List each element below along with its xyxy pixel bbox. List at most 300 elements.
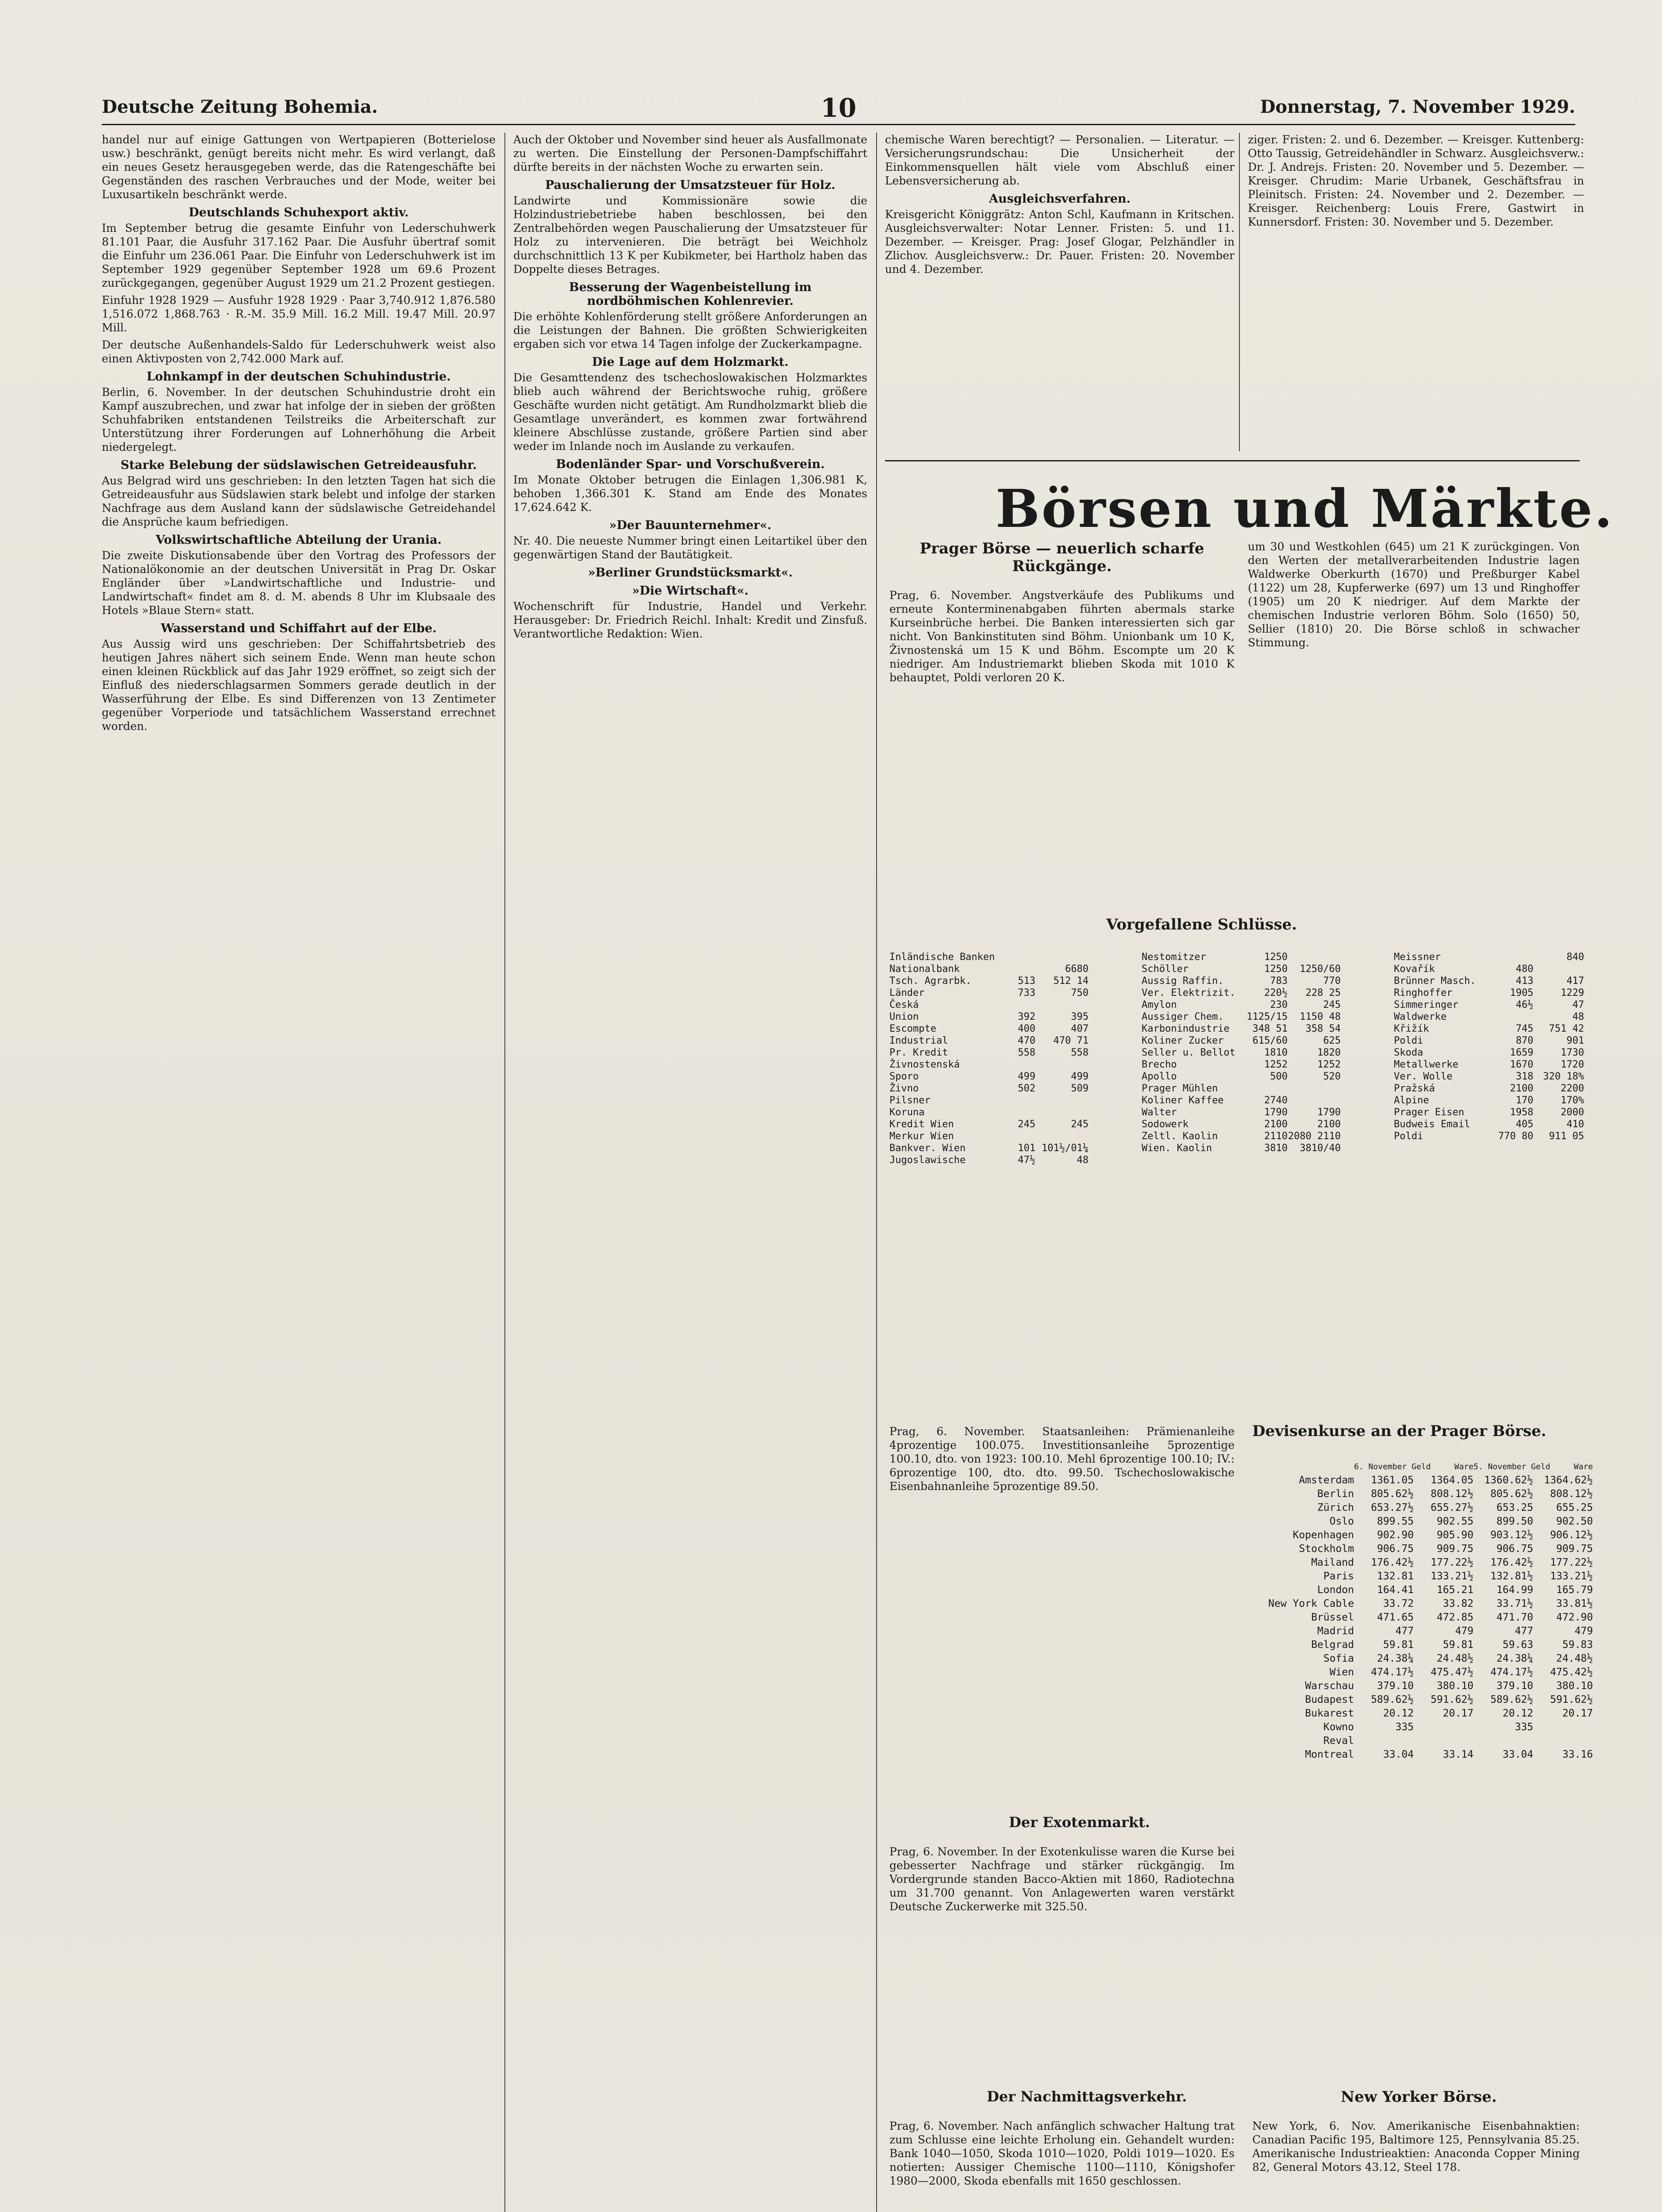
security-name: Koruna	[889, 1107, 925, 1118]
price-cell	[982, 1130, 1035, 1142]
security-name: Pražská	[1394, 1083, 1435, 1094]
trade-row	[1142, 1047, 1389, 1059]
trade-row	[1142, 1094, 1389, 1106]
security-name: Metallwerke	[1394, 1059, 1458, 1070]
article-heading: Besserung der Wagenbeistellung im nordböhmischen Kohlenrevier.	[569, 280, 812, 308]
article-paragraph: Wochenschrift für Industrie, Handel und Verkehr. Herausgeber: Dr. Friedrich Reichl. Inhalt: Kredit und Zinsfuß. Verantwortliche Redaktion: Wien.	[513, 600, 867, 640]
rate-cell	[1533, 1734, 1593, 1748]
rate-cell: 59.63	[1502, 1639, 1533, 1651]
rate-cell: 33.72	[1383, 1598, 1414, 1609]
article-paragraph: Nr. 40. Die neueste Nummer bringt einen Leitartikel über den gegenwärtigen Stand der Bautätigkeit.	[513, 534, 867, 561]
trade-row	[889, 1130, 1137, 1142]
rate-cell: 132.81½	[1490, 1571, 1533, 1582]
article-paragraph: chemische Waren berechtigt? — Personalien. — Literatur. — Versicherungsrundschau: Die Unsicherheit der Einkommensquellen hält viele vom Abschluß einer Lebensversicherung ab.	[885, 133, 1235, 187]
price-cell: 509	[1071, 1083, 1089, 1094]
price-cell: 500	[1270, 1071, 1288, 1082]
rate-cell: 1361.05	[1371, 1475, 1414, 1486]
price-cell: 1659	[1510, 1047, 1534, 1058]
price-cell: 405	[1516, 1119, 1534, 1130]
rate-cell: 133.21½	[1431, 1571, 1473, 1582]
trade-row	[889, 1047, 1137, 1059]
security-name: Ringhoffer	[1394, 987, 1453, 998]
security-name: Koliner Zucker	[1142, 1035, 1224, 1046]
rate-cell: 380.10	[1436, 1680, 1473, 1692]
trade-row	[889, 1094, 1137, 1106]
rate-cell: 902.90	[1377, 1529, 1414, 1541]
price-cell: 170%	[1561, 1095, 1585, 1106]
state-bonds-text: Prag, 6. November. Staatsanleihen: Prämienanleihe 4prozentige 100.075. Investitionsanleihe 5prozentige 100.10, dto. von 1923: 100.10. Mehl 6prozentige 100.10; IV.: 6prozentige 100, dto. dto. 99.50. Tschechoslowakische Eisenbahnanleihe 5prozentige 89.50.	[889, 1425, 1235, 1493]
article-paragraph: Im September betrug die gesamte Einfuhr von Lederschuhwerk 81.101 Paar, die Ausfuhr 317.162 Paar. Die Ausfuhr übertraf somit die Einfuhr um 236.061 Paar. Die Einfuhr von Lederschuhwerk ist im September 1929 gegenüber September 1928 um 69.6 Prozent zurückgegangen, gegenüber August 1929 um 21.2 Prozent gestiegen.	[102, 222, 496, 289]
security-name: Budweis Email	[1394, 1119, 1470, 1130]
price-cell: 417	[1566, 975, 1585, 987]
price-cell: 1252	[1264, 1059, 1288, 1070]
price-cell: 407	[1071, 1023, 1089, 1034]
column-divider	[876, 133, 877, 2212]
article-paragraph: Aus Belgrad wird uns geschrieben: In den letzten Tagen hat sich die Getreideausfuhr aus Südslawien stark belebt und infolge der starken Nachfrage aus dem Ausland kann der südslawische Getreidehandel die Ansprüche kaum befriedigen.	[102, 474, 496, 528]
rate-cell: 33.71½	[1496, 1598, 1533, 1609]
currency-name: Reval	[1323, 1735, 1354, 1747]
price-cell: 220½	[1264, 987, 1288, 998]
exoten-heading: Der Exotenmarkt.	[1009, 1814, 1150, 1831]
rate-cell	[1354, 1734, 1414, 1748]
price-cell	[1035, 1059, 1089, 1071]
rate-cell: 906.12½	[1550, 1529, 1593, 1541]
article-paragraph: handel nur auf einige Gattungen von Wertpapieren (Botterielose usw.) beschränkt, genügt bereits nicht mehr. Es wird verlangt, daß ein neues Gesetz herausgegeben werde, das die Ratengeschäfte bei Gegenständen des raschen Verbrauches und der Mode, weiter bei Luxusartikeln beschränkt werde.	[102, 133, 496, 201]
rate-cell: 477	[1395, 1625, 1414, 1637]
price-cell: 101	[1018, 1143, 1035, 1154]
trade-row	[889, 1106, 1137, 1118]
rate-cell: 177.22½	[1550, 1557, 1593, 1568]
currency-row	[1252, 1734, 1593, 1748]
currency-row	[1252, 1707, 1593, 1720]
price-cell: 770 80	[1498, 1131, 1534, 1142]
trade-row	[1142, 1130, 1389, 1142]
currency-name: Madrid	[1317, 1625, 1354, 1637]
trades-table-3	[1394, 951, 1584, 1349]
rate-cell: 164.99	[1496, 1584, 1533, 1596]
rate-cell: 24.38¼	[1377, 1653, 1414, 1664]
rate-cell: 164.41	[1377, 1584, 1414, 1596]
rate-cell: 902.50	[1556, 1516, 1593, 1527]
price-cell: 745	[1516, 1023, 1534, 1034]
prague-exchange-heading: Prager Börse — neuerlich scharfe Rückgänge.	[919, 540, 1204, 575]
trade-row	[889, 1011, 1137, 1023]
rate-cell: 33.14	[1443, 1749, 1473, 1760]
trade-row	[1394, 963, 1584, 975]
issue-date: Donnerstag, 7. November 1929.	[1260, 96, 1575, 117]
trade-row	[1142, 1106, 1389, 1118]
rate-cell: 808.12½	[1550, 1488, 1593, 1500]
article-heading: »Der Bauunternehmer«.	[609, 518, 772, 532]
rate-cell: 59.81	[1443, 1639, 1473, 1651]
newyork-heading: New Yorker Börse.	[1341, 2088, 1497, 2106]
page-header	[102, 93, 1575, 125]
rate-cell: 589.62½	[1371, 1694, 1414, 1705]
price-cell: 499	[1018, 1071, 1035, 1082]
trade-row	[1142, 999, 1389, 1011]
price-cell: 625	[1323, 1035, 1341, 1046]
rate-cell: 20.17	[1562, 1708, 1593, 1719]
article-paragraph: Kreisgericht Königgrätz: Anton Schl, Kaufmann in Kritschen. Ausgleichsverwalter: Notar Lenner. Fristen: 5. und 11. Dezember. — Kreisger. Prag: Josef Glogar, Pelzhändler in Zlichov. Ausgleichsverw.: Dr. Pauer. Fristen: 20. November und 4. Dezember.	[885, 208, 1235, 276]
rate-cell: 909.75	[1556, 1543, 1593, 1555]
security-name: Skoda	[1394, 1047, 1423, 1058]
security-name: Aussig Raffin.	[1142, 975, 1224, 987]
price-cell: 3810/40	[1300, 1143, 1341, 1154]
currency-name: Sofia	[1323, 1653, 1354, 1664]
afternoon-text: Prag, 6. November. Nach anfänglich schwacher Haltung trat zum Schlusse eine leichte Erholung ein. Gehandelt wurden: Bank 1040—1050, Skoda 1010—1020, Poldi 1019—1020. Es notierten: Aussiger Chemische 1100—1110, Königshofer 1980—2000, Skoda ebenfalls mit 1650 geschlossen.	[889, 2120, 1235, 2187]
price-cell: 228 25	[1305, 987, 1341, 998]
security-name: Escompte	[889, 1023, 936, 1034]
trade-row	[889, 963, 1137, 975]
rate-cell: 24.38¼	[1496, 1653, 1533, 1664]
rate-cell: 177.22½	[1431, 1557, 1473, 1568]
rate-cell: 475.42½	[1550, 1667, 1593, 1678]
price-cell	[1035, 1094, 1089, 1106]
security-name: Seller u. Bellot	[1142, 1047, 1235, 1058]
price-cell: 2100	[1264, 1119, 1288, 1130]
article-heading: »Berliner Grundstücksmarkt«.	[588, 566, 793, 580]
trade-row	[1394, 1047, 1584, 1059]
currency-name: Brüssel	[1311, 1612, 1354, 1623]
security-name: Česká	[889, 999, 919, 1010]
article-paragraph: Berlin, 6. November. In der deutschen Schuhindustrie droht ein Kampf auszubrechen, und zwar hat infolge der in sieben der größten Schuhfabriken entstandenen Teilstreiks die Arbeiterschaft zur Unterstützung ihrer Forderungen auf Lohnerhöhung die Arbeit niedergelegt.	[102, 386, 496, 453]
trade-row	[1142, 1118, 1389, 1130]
column-header	[1252, 1460, 1354, 1474]
trade-row	[1394, 1035, 1584, 1047]
column-header: 6. November Geld	[1354, 1462, 1431, 1471]
price-cell: 2110	[1264, 1131, 1288, 1142]
price-cell: 230	[1270, 999, 1288, 1010]
newspaper-name: Deutsche Zeitung Bohemia.	[102, 96, 378, 117]
trade-row	[1142, 963, 1389, 975]
trade-row	[889, 975, 1137, 987]
rate-cell: 335	[1515, 1721, 1533, 1733]
currency-name: Budapest	[1305, 1694, 1354, 1705]
security-name: Živnostenská	[889, 1059, 960, 1070]
price-cell: 47½	[1018, 1155, 1035, 1166]
currency-name: Stockholm	[1299, 1543, 1354, 1555]
security-name: Jugoslawische	[889, 1155, 966, 1166]
trade-row	[889, 999, 1137, 1011]
price-cell: 2200	[1561, 1083, 1585, 1094]
currency-name: Kopenhagen	[1293, 1529, 1354, 1541]
security-name: Merkur Wien	[889, 1131, 954, 1142]
currency-rates-table	[1252, 1460, 1593, 1762]
price-cell: 2100	[1317, 1119, 1341, 1130]
price-cell: 1810	[1264, 1047, 1288, 1058]
currency-row	[1252, 1542, 1593, 1556]
trade-row	[1394, 1023, 1584, 1035]
trade-row	[1142, 1059, 1389, 1071]
security-name: Nestomitzer	[1142, 952, 1206, 963]
trade-row	[889, 1142, 1137, 1154]
security-name: Waldwerke	[1394, 1011, 1447, 1022]
rate-cell: 471.65	[1377, 1612, 1414, 1623]
security-name: Prager Eisen	[1394, 1107, 1464, 1118]
currency-name: Belgrad	[1311, 1639, 1354, 1651]
rate-cell: 474.17½	[1371, 1667, 1414, 1678]
currency-name: Zürich	[1317, 1502, 1354, 1513]
article-paragraph: Der deutsche Außenhandels-Saldo für Lederschuhwerk weist also einen Aktivposten von 2,742.000 Mark auf.	[102, 338, 496, 365]
rate-cell: 591.62½	[1431, 1694, 1473, 1705]
price-cell	[1035, 951, 1089, 963]
price-cell: 733	[1018, 987, 1035, 998]
currency-row	[1252, 1666, 1593, 1679]
column-header: Ware	[1574, 1462, 1593, 1471]
currency-name: Warschau	[1305, 1680, 1354, 1692]
currency-row	[1252, 1652, 1593, 1666]
price-cell	[1235, 1083, 1288, 1094]
currency-name: Mailand	[1311, 1557, 1354, 1568]
rate-cell: 1364.05	[1431, 1475, 1473, 1486]
article-paragraph: Auch der Oktober und November sind heuer als Ausfallmonate zu werten. Die Einstellung der Personen-Dampfschiffahrt dürfte bereits in der nächsten Woche zu erwarten sein.	[513, 133, 867, 173]
price-cell	[1288, 951, 1341, 963]
price-cell: 512 14	[1053, 975, 1089, 987]
price-cell: 410	[1566, 1119, 1585, 1130]
rate-cell: 133.21½	[1550, 1571, 1593, 1582]
market-continuation-text: um 30 und Westkohlen (645) um 21 K zurückgingen. Von den Werten der metallverarbeitenden Industrie lagen Waldwerke Oberkurth (1670) und Preßburger Kabel (1122) um 28, Kupferwerke (697) um 13 und Ringhoffer (1905) um 20 K niedriger. Auf dem Markte der chemischen Industrie verloren Böhm. Solo (1650) 50, Sellier (1810) 20. Die Börse schloß in schwacher Stimmung.	[1248, 540, 1580, 649]
security-name: Sporo	[889, 1071, 919, 1082]
currency-row	[1252, 1748, 1593, 1762]
security-name: Pilsner	[889, 1095, 931, 1106]
security-name: Meissner	[1394, 952, 1441, 963]
price-cell: 2100	[1510, 1083, 1534, 1094]
rate-cell: 33.82	[1443, 1598, 1473, 1609]
column-header: 5. November Geld	[1473, 1462, 1550, 1471]
price-cell	[1035, 1130, 1089, 1142]
rate-cell: 899.55	[1377, 1516, 1414, 1527]
rate-cell	[1473, 1734, 1533, 1748]
price-cell: 513	[1018, 975, 1035, 987]
security-name: Tsch. Agrarbk.	[889, 975, 972, 987]
currency-row	[1252, 1720, 1593, 1734]
security-name: Kredit Wien	[889, 1119, 954, 1130]
section-divider	[885, 460, 1580, 461]
trade-row	[889, 951, 1137, 963]
rate-cell: 655.27½	[1431, 1502, 1473, 1513]
price-cell: 1820	[1317, 1047, 1341, 1058]
currency-name: London	[1317, 1584, 1354, 1596]
security-name: Pr. Kredit	[889, 1047, 948, 1058]
article-paragraph: Die erhöhte Kohlenförderung stellt größere Anforderungen an die Leistungen der Bahnen. Die größten Schwierigkeiten ergaben sich vor etwa 14 Tagen infolge der Zuckerkampagne.	[513, 310, 867, 350]
rate-cell: 165.79	[1556, 1584, 1593, 1596]
security-name: Poldi	[1394, 1035, 1423, 1046]
price-cell: 520	[1323, 1071, 1341, 1082]
price-cell: 911 05	[1549, 1131, 1585, 1142]
article-paragraph: Landwirte und Kommissionäre sowie die Holzindustriebetriebe haben beschlossen, bei den Zentralbehörden wegen Pauschalierung der Umsatzsteuer für Holz zu intervenieren. Die beträgt bei Weichholz durchschnittlich 13 K per Kubikmeter, bei Hartholz haben das Doppelte dieses Betrages.	[513, 194, 867, 276]
currency-name: Bukarest	[1305, 1708, 1354, 1719]
price-cell: 318	[1516, 1071, 1534, 1082]
rate-cell: 474.17½	[1490, 1667, 1533, 1678]
currency-header-row	[1252, 1460, 1593, 1474]
rate-cell: 33.04	[1383, 1749, 1414, 1760]
rate-cell: 176.42½	[1490, 1557, 1533, 1568]
security-name: Schöller	[1142, 964, 1189, 975]
price-cell: 1252	[1317, 1059, 1341, 1070]
article-heading: »Die Wirtschaft«.	[632, 584, 749, 598]
rate-cell: 903.12½	[1490, 1529, 1533, 1541]
article-column-4	[1248, 133, 1584, 451]
price-cell: 320 18%	[1543, 1071, 1585, 1082]
exoten-text: Prag, 6. November. In der Exotenkulisse waren die Kurse bei gebesserter Nachfrage und stärker rückgängig. Im Vordergrunde standen Bacco-Aktien mit 1860, Radiotechna um 31.700 genannt. Von Anlagewerten waren verstärkt Deutsche Zuckerwerke mit 325.50.	[889, 1845, 1235, 1913]
rate-cell: 477	[1515, 1625, 1533, 1637]
article-heading: Volkswirtschaftliche Abteilung der Urania.	[155, 533, 442, 547]
security-name: Brünner Masch.	[1394, 975, 1476, 987]
security-name: Amylon	[1142, 999, 1177, 1010]
rate-cell: 805.62½	[1371, 1488, 1414, 1500]
price-cell	[982, 1094, 1035, 1106]
currency-name: Berlin	[1317, 1488, 1354, 1500]
article-heading: Pauschalierung der Umsatzsteuer für Holz.	[545, 178, 835, 192]
security-name: Aussiger Chem.	[1142, 1011, 1224, 1022]
trade-row	[1394, 1011, 1584, 1023]
security-name: Brecho	[1142, 1059, 1177, 1070]
currency-row	[1252, 1556, 1593, 1570]
price-cell: 1958	[1510, 1107, 1534, 1118]
trade-row	[889, 1035, 1137, 1047]
article-paragraph: Die zweite Diskutionsabende über den Vortrag des Professors der Nationalökonomie an der deutschen Universität in Prag Dr. Oskar Engländer über »Landwirtschaftliche und Industrie- und Landwirtschaft« findet am 8. d. M. abends 8 Uhr im Klubsaale des Hotels »Blaue Stern« statt.	[102, 549, 496, 617]
rate-cell: 653.27½	[1371, 1502, 1414, 1513]
price-cell: 46½	[1516, 999, 1534, 1010]
price-cell: 2080 2110	[1288, 1131, 1341, 1142]
price-cell: 3810	[1264, 1143, 1288, 1154]
price-cell: 1790	[1317, 1107, 1341, 1118]
rate-cell: 472.90	[1556, 1612, 1593, 1623]
price-cell: 395	[1071, 1011, 1089, 1022]
trade-row	[889, 1083, 1137, 1094]
article-heading: Deutschlands Schuhexport aktiv.	[189, 206, 409, 219]
price-cell: 2000	[1561, 1107, 1585, 1118]
trade-row	[1142, 1023, 1389, 1035]
rate-cell: 472.85	[1436, 1612, 1473, 1623]
rate-cell: 59.81	[1383, 1639, 1414, 1651]
price-cell: 48	[1077, 1155, 1089, 1166]
price-cell: 101½/01¼	[1042, 1143, 1089, 1154]
security-name: Nationalbank	[889, 964, 960, 975]
rate-cell: 479	[1574, 1625, 1593, 1637]
price-cell: 1670	[1510, 1059, 1534, 1070]
rate-cell: 808.12½	[1431, 1488, 1473, 1500]
security-name: Wien. Kaolin	[1142, 1143, 1212, 1154]
rate-cell: 479	[1455, 1625, 1473, 1637]
rate-cell: 335	[1395, 1721, 1414, 1733]
trade-row	[1142, 1142, 1389, 1154]
rate-cell: 24.48½	[1436, 1653, 1473, 1664]
trade-row	[889, 1071, 1137, 1083]
security-name: Koliner Kaffee	[1142, 1095, 1224, 1106]
price-cell: 348 51	[1252, 1023, 1288, 1034]
rate-cell: 1360.62½	[1484, 1475, 1533, 1486]
price-cell: 1905	[1510, 987, 1534, 998]
column-divider	[504, 133, 505, 2212]
price-cell: 48	[1572, 1011, 1585, 1022]
price-cell: 480	[1516, 964, 1534, 975]
trade-row	[1394, 1130, 1584, 1142]
price-cell: 1229	[1561, 987, 1585, 998]
price-cell: 1250	[1264, 964, 1288, 975]
price-cell: 245	[1323, 999, 1341, 1010]
trade-row	[1142, 1035, 1389, 1047]
column-header: Ware	[1454, 1462, 1473, 1471]
article-heading: Wasserstand und Schiffahrt auf der Elbe.	[161, 622, 437, 635]
currency-row	[1252, 1597, 1593, 1611]
price-cell	[1483, 951, 1534, 963]
trade-row	[1394, 975, 1584, 987]
price-cell	[982, 951, 1035, 963]
currency-name: Wien	[1329, 1667, 1354, 1678]
trade-row	[1394, 1071, 1584, 1083]
trades-table-1	[889, 951, 1137, 1349]
currency-name: Montreal	[1305, 1749, 1354, 1760]
currency-row	[1252, 1515, 1593, 1528]
rate-cell: 905.90	[1436, 1529, 1473, 1541]
price-cell: 840	[1566, 952, 1585, 963]
price-cell: 470	[1018, 1035, 1035, 1046]
security-name: Zeltl. Kaolin	[1142, 1131, 1218, 1142]
currency-name: New York Cable	[1268, 1598, 1354, 1609]
rate-cell: 591.62½	[1550, 1694, 1593, 1705]
rate-cell: 653.25	[1496, 1502, 1533, 1513]
trade-row	[1394, 1059, 1584, 1071]
article-paragraph: Einfuhr 1928 1929 — Ausfuhr 1928 1929 · Paar 3,740.912 1,876.580 1,516.072 1,868.763 · R.-M. 35.9 Mill. 16.2 Mill. 19.47 Mill. 20.97 Mill.	[102, 294, 496, 334]
price-cell: 47	[1572, 999, 1585, 1010]
article-column-3	[885, 133, 1235, 451]
rate-cell	[1414, 1720, 1473, 1734]
rate-cell: 59.83	[1562, 1639, 1593, 1651]
price-cell	[982, 963, 1035, 975]
currency-name: Oslo	[1329, 1516, 1354, 1527]
trade-row	[1394, 951, 1584, 963]
rate-cell: 33.16	[1562, 1749, 1593, 1760]
article-column-1	[102, 133, 496, 2212]
price-cell: 400	[1018, 1023, 1035, 1034]
currency-row	[1252, 1693, 1593, 1707]
security-name: Karbonindustrie	[1142, 1023, 1230, 1034]
article-paragraph: Die Gesamttendenz des tschechoslowakischen Holzmarktes blieb auch während der Berichtswoche ruhig, größere Geschäfte wurden nicht getätigt. Am Rundholzmarkt blieb die Gesamtlage unverändert, es kommen zwar fortwährend kleinere Abschlüsse zustande, größere Partien sind aber weder im Inlande noch im Auslande zu verkaufen.	[513, 371, 867, 453]
trade-row	[1394, 1083, 1584, 1094]
price-cell: 2740	[1264, 1095, 1288, 1106]
price-cell: 245	[1071, 1119, 1089, 1130]
rate-cell: 379.10	[1377, 1680, 1414, 1692]
rate-cell: 176.42½	[1371, 1557, 1414, 1568]
article-heading: Lohnkampf in der deutschen Schuhindustrie.	[146, 370, 451, 384]
rate-cell	[1533, 1720, 1593, 1734]
currency-row	[1252, 1624, 1593, 1638]
currency-rates-heading: Devisenkurse an der Prager Börse.	[1252, 1422, 1547, 1440]
trade-row	[889, 1118, 1137, 1130]
trade-row	[1394, 1118, 1584, 1130]
currency-name: Amsterdam	[1299, 1475, 1354, 1486]
currency-row	[1252, 1570, 1593, 1583]
price-cell: 870	[1516, 1035, 1534, 1046]
price-cell: 901	[1566, 1035, 1585, 1046]
security-name: Křižík	[1394, 1023, 1429, 1034]
rate-cell: 906.75	[1377, 1543, 1414, 1555]
price-cell: 1250	[1264, 952, 1288, 963]
security-name: Živno	[889, 1083, 919, 1094]
security-name: Kovařík	[1394, 964, 1435, 975]
trade-row	[1142, 1083, 1389, 1094]
market-section-title: Börsen und Märkte.	[996, 478, 1614, 539]
security-name: Ver. Elektrizit.	[1142, 987, 1235, 998]
trade-row	[1142, 1011, 1389, 1023]
rate-cell: 471.70	[1496, 1612, 1533, 1623]
trades-heading: Vorgefallene Schlüsse.	[1106, 916, 1297, 933]
article-heading: Starke Belebung der südslawischen Getreideausfuhr.	[120, 458, 477, 472]
price-cell: 245	[1018, 1119, 1035, 1130]
price-cell: 502	[1018, 1083, 1035, 1094]
trade-row	[1142, 951, 1389, 963]
